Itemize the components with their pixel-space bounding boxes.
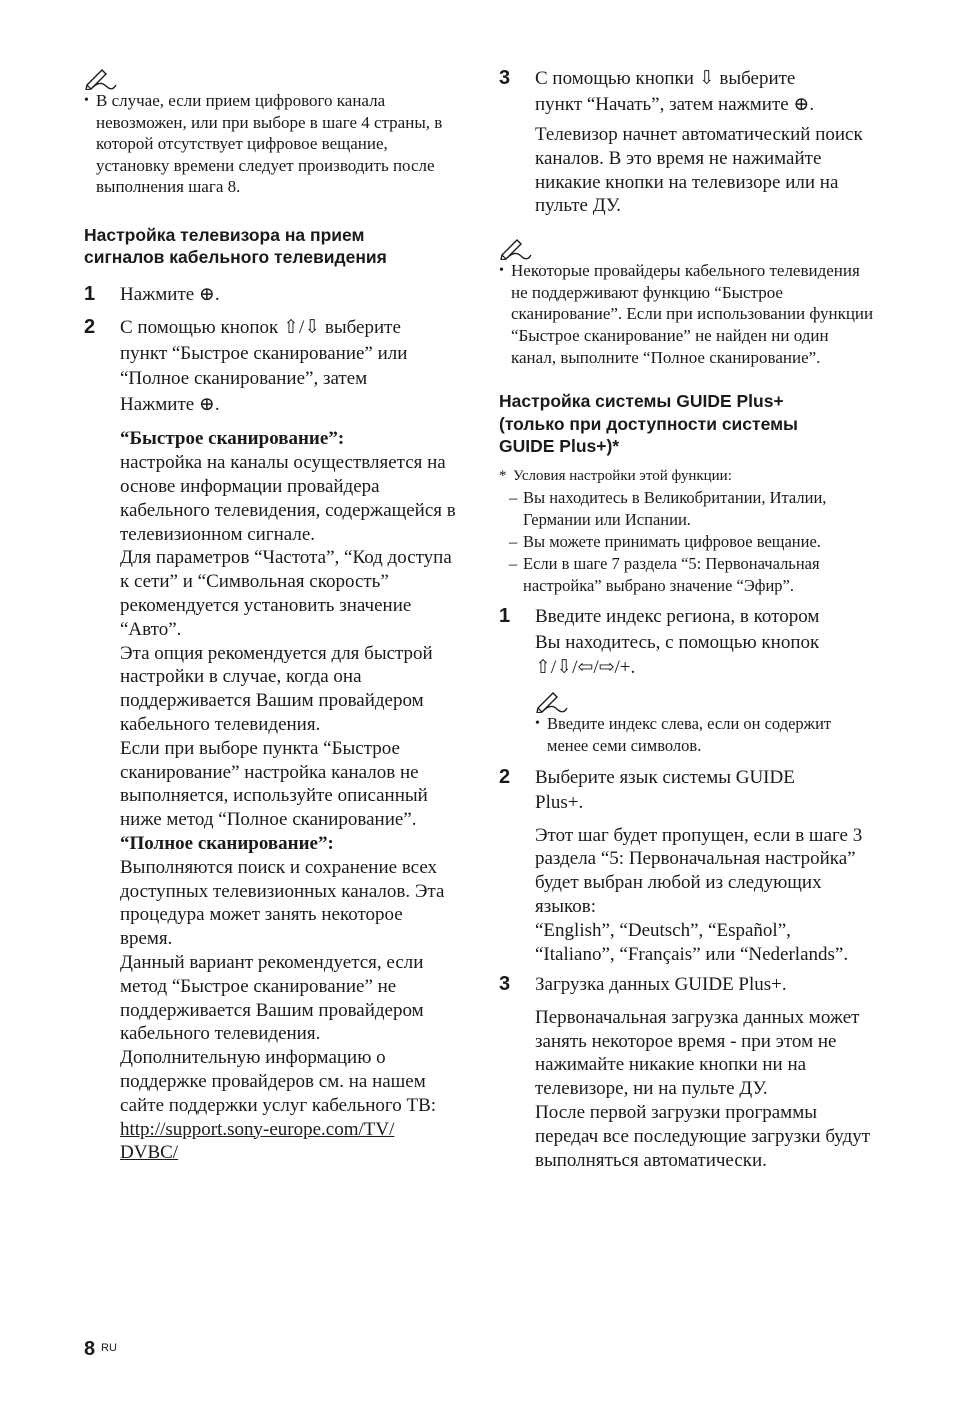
step-1	[84, 282, 456, 308]
note-list	[499, 260, 874, 368]
step-number: 1	[84, 282, 96, 305]
note-item: • Введите индекс слева, если он содержит менее семи символов.	[535, 713, 874, 757]
step-text: Загрузка данных GUIDE Plus+.	[535, 974, 787, 996]
quick-scan-text-3: Эта опция рекомендуется для быстрой настройки в случае, когда она поддерживается Вашим провайдером кабельного телевидения.	[120, 642, 433, 736]
step-number: 2	[499, 765, 511, 788]
step-number: 1	[499, 605, 511, 628]
condition-item: – Вы можете принимать цифровое вещание.	[499, 531, 874, 553]
conditions-title: * Условия настройки этой функции:	[499, 466, 874, 488]
quick-scan-text: настройка на каналы осуществляется на основе информации провайдера кабельного телевидения, содержащейся в телевизионном сигнале.	[120, 452, 456, 545]
pencil-note-icon	[84, 66, 118, 90]
note-list	[535, 713, 874, 757]
step-text: Выберите язык системы GUIDE Plus+.	[535, 766, 795, 814]
full-scan-text: Выполняются поиск и сохранение всех доступных телевизионных каналов. Эта процедура может занять некоторое время.	[120, 856, 445, 950]
guide-step-1	[499, 604, 874, 681]
full-scan-text-3: Дополнительную информацию о поддержке провайдеров см. на нашем сайте поддержки услуг кабельного ТВ:	[120, 1047, 437, 1116]
section-heading-guide-plus: Настройка системы GUIDE Plus+ (только при доступности системы GUIDE Plus+)*	[499, 391, 799, 457]
quick-scan-text-2: Для параметров “Частота”, “Код доступа к сети” и “Символьная скорость” рекомендуется установить значение “Авто”.	[120, 547, 452, 640]
pencil-note-icon	[499, 236, 533, 260]
step-number: 3	[499, 973, 511, 996]
conditions-list	[499, 466, 874, 597]
language-list: “English”, “Deutsch”, “Español”, “Italiano”, “Français” или “Nederlands”.	[535, 919, 849, 965]
quick-scan-block	[84, 427, 456, 1165]
pencil-note-icon	[535, 689, 569, 713]
note-list	[84, 90, 456, 198]
step-text: С помощью кнопок ⇧/⇩ выберите пункт “Быстрое сканирование” или “Полное сканирование”, затем Нажмите ⊕.	[120, 317, 408, 415]
step-3-description: Телевизор начнет автоматический поиск каналов. В это время не нажимайте никакие кнопки на телевизоре или на пульте ДУ.	[535, 124, 863, 217]
full-scan-text-2: Данный вариант рекомендуется, если метод “Быстрое сканирование” не поддерживается Вашим провайдером кабельного телевидения.	[120, 952, 424, 1045]
step-2	[84, 315, 456, 417]
section-heading-cable: Настройка телевизора на прием сигналов кабельного телевидения	[84, 224, 387, 268]
page-number: 8	[84, 1338, 96, 1360]
left-column	[84, 66, 456, 1165]
support-link[interactable]: http://support.sony-europe.com/TV/ DVBC/	[120, 1118, 395, 1164]
full-scan-title: “Полное сканирование”:	[120, 833, 334, 855]
step-3	[499, 66, 874, 117]
guide-step-3-description: Первоначальная загрузка данных может занять некоторое время - при этом не нажимайте никакие кнопки ни на телевизоре, ни на пульте ДУ. После первой загрузки программы передач все последующие загрузки будут выполняться автоматически.	[535, 1006, 871, 1171]
step-number: 3	[499, 67, 511, 89]
page-language: RU	[101, 1342, 117, 1354]
step-number: 2	[84, 316, 96, 339]
note-item: • Некоторые провайдеры кабельного телевидения не поддерживают функцию “Быстрое сканирование”. Если при использовании функции “Быстрое сканирование” не найден ни один канал, выполните “Полное сканирование”.	[499, 260, 874, 368]
note-item: • В случае, если прием цифрового канала невозможен, или при выборе в шаге 4 страны, в которой отсутствует цифровое вещание, установку времени следует производить после выполнения шага 8.	[84, 90, 456, 198]
guide-step-3	[499, 972, 874, 998]
guide-step-2-description: Этот шаг будет пропущен, если в шаге 3 раздела “5: Первоначальная настройка” будет выбран любой из следующих языков: “English”, “Deutsch”, “Español”, “Italiano”, “Français” или “Nederlands”.	[499, 824, 874, 967]
step-text: Нажмите ⊕.	[120, 283, 220, 305]
condition-item: – Вы находитесь в Великобритании, Италии, Германии или Испании.	[499, 487, 874, 531]
right-column	[499, 66, 874, 1172]
guide-step-2	[499, 765, 874, 816]
inner-note	[499, 689, 874, 757]
quick-scan-title: “Быстрое сканирование”:	[120, 428, 345, 450]
step-text: С помощью кнопки ⇩ выберите пункт “Начать”, затем нажмите ⊕.	[535, 68, 815, 115]
step-text: Введите индекс региона, в котором Вы находитесь, с помощью кнопок ⇧/⇩/⇦/⇨/+.	[535, 606, 820, 679]
quick-scan-text-4: Если при выборе пункта “Быстрое сканирование” настройка каналов не выполняется, используйте описанный ниже метод “Полное сканирование”.	[120, 737, 428, 831]
condition-item: – Если в шаге 7 раздела “5: Первоначальная настройка” выбрано значение “Эфир”.	[499, 553, 874, 597]
